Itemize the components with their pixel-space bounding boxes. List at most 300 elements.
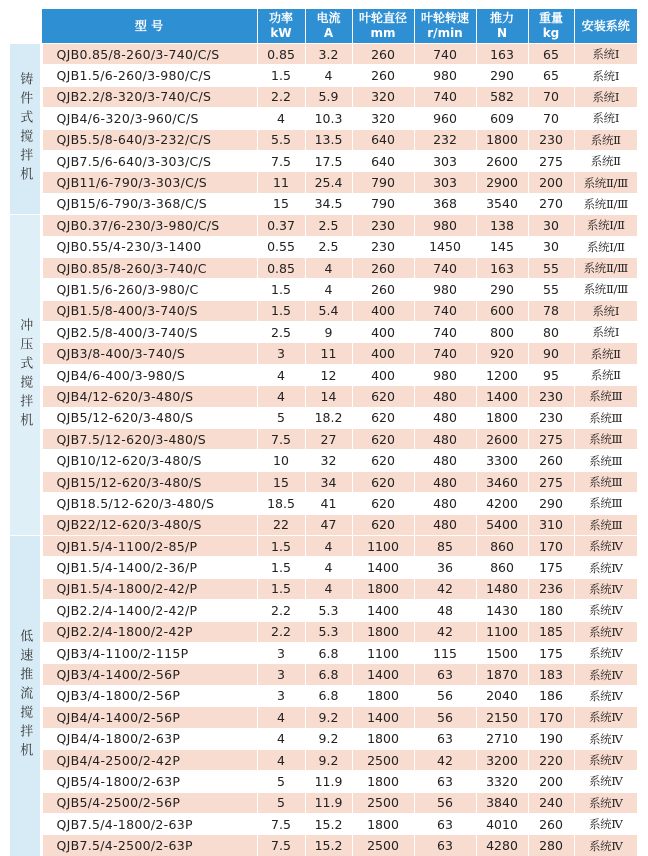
cell-system: 系统Ⅳ (574, 557, 637, 578)
cell-power: 10 (257, 450, 305, 471)
cell-power: 5 (257, 771, 305, 792)
cell-speed: 56 (414, 685, 476, 706)
cell-speed: 63 (414, 664, 476, 685)
table-row (10, 215, 637, 236)
cell-diameter: 1100 (352, 535, 414, 556)
cell-speed: 480 (414, 514, 476, 535)
cell-system: 系统Ⅲ (574, 493, 637, 514)
cell-thrust: 2040 (476, 685, 528, 706)
table-row (10, 771, 637, 792)
cell-thrust: 290 (476, 65, 528, 86)
cell-weight: 55 (528, 257, 574, 278)
cell-system: 系统Ⅱ/Ⅲ (574, 257, 637, 278)
cell-current: 34 (305, 471, 352, 492)
cell-weight: 170 (528, 707, 574, 728)
cell-speed: 1450 (414, 236, 476, 257)
cell-power: 15 (257, 193, 305, 214)
header-model: 型 号 (41, 9, 257, 44)
cell-current: 11.9 (305, 771, 352, 792)
cell-weight: 70 (528, 108, 574, 129)
cell-speed: 42 (414, 621, 476, 642)
table-row (10, 322, 637, 343)
cell-power: 11 (257, 172, 305, 193)
cell-power: 0.85 (257, 257, 305, 278)
cell-diameter: 260 (352, 65, 414, 86)
cell-model: QJB4/6-400/3-980/S (41, 364, 257, 385)
cell-diameter: 260 (352, 257, 414, 278)
table-header-row (10, 9, 637, 44)
cell-system: 系统Ⅲ (574, 450, 637, 471)
table-row (10, 621, 637, 642)
cell-thrust: 290 (476, 279, 528, 300)
cell-thrust: 860 (476, 557, 528, 578)
table-row (10, 493, 637, 514)
cell-thrust: 1200 (476, 364, 528, 385)
cell-current: 4 (305, 535, 352, 556)
cell-current: 5.3 (305, 600, 352, 621)
cell-model: QJB4/4-1800/2-63P (41, 728, 257, 749)
cell-system: 系统Ⅳ (574, 792, 637, 813)
cell-system: 系统Ⅰ (574, 86, 637, 107)
cell-system: 系统Ⅳ (574, 621, 637, 642)
table-row (10, 814, 637, 835)
cell-speed: 480 (414, 407, 476, 428)
cell-model: QJB10/12-620/3-480/S (41, 450, 257, 471)
cell-speed: 740 (414, 44, 476, 65)
cell-weight: 78 (528, 300, 574, 321)
cell-speed: 480 (414, 471, 476, 492)
cell-current: 15.2 (305, 835, 352, 856)
cell-current: 2.5 (305, 215, 352, 236)
group-label: 冲压式搅拌机 (17, 318, 33, 433)
cell-weight: 65 (528, 65, 574, 86)
cell-power: 4 (257, 728, 305, 749)
cell-model: QJB2.2/8-320/3-740/C/S (41, 86, 257, 107)
cell-weight: 183 (528, 664, 574, 685)
cell-power: 5 (257, 792, 305, 813)
cell-system: 系统Ⅳ (574, 771, 637, 792)
group-label: 铸件式搅拌机 (17, 72, 33, 187)
spec-table (10, 9, 637, 856)
cell-speed: 980 (414, 65, 476, 86)
cell-speed: 42 (414, 749, 476, 770)
header-diameter: 叶轮直径 mm (352, 9, 414, 44)
cell-model: QJB7.5/4-1800/2-63P (41, 814, 257, 835)
cell-thrust: 2600 (476, 429, 528, 450)
cell-weight: 310 (528, 514, 574, 535)
cell-system: 系统Ⅳ (574, 835, 637, 856)
cell-diameter: 230 (352, 236, 414, 257)
cell-model: QJB0.85/8-260/3-740/C (41, 257, 257, 278)
cell-thrust: 4280 (476, 835, 528, 856)
cell-model: QJB2.2/4-1400/2-42/P (41, 600, 257, 621)
cell-weight: 240 (528, 792, 574, 813)
cell-speed: 480 (414, 386, 476, 407)
cell-diameter: 640 (352, 150, 414, 171)
header-power: 功率 kW (257, 9, 305, 44)
cell-model: QJB4/4-1400/2-56P (41, 707, 257, 728)
cell-power: 4 (257, 364, 305, 385)
table-row (10, 514, 637, 535)
cell-speed: 63 (414, 835, 476, 856)
table-row (10, 600, 637, 621)
cell-weight: 275 (528, 150, 574, 171)
cell-power: 3 (257, 664, 305, 685)
cell-weight: 290 (528, 493, 574, 514)
cell-model: QJB1.5/6-260/3-980/C/S (41, 65, 257, 86)
cell-system: 系统Ⅱ/Ⅲ (574, 279, 637, 300)
cell-weight: 30 (528, 236, 574, 257)
cell-speed: 368 (414, 193, 476, 214)
cell-system: 系统Ⅰ/Ⅱ (574, 215, 637, 236)
cell-power: 2.2 (257, 86, 305, 107)
cell-power: 2.5 (257, 322, 305, 343)
table-row (10, 129, 637, 150)
cell-system: 系统Ⅳ (574, 642, 637, 663)
cell-model: QJB4/4-2500/2-42P (41, 749, 257, 770)
cell-current: 13.5 (305, 129, 352, 150)
table-row (10, 835, 637, 856)
cell-model: QJB3/8-400/3-740/S (41, 343, 257, 364)
cell-diameter: 640 (352, 129, 414, 150)
cell-weight: 80 (528, 322, 574, 343)
cell-weight: 260 (528, 450, 574, 471)
table-row (10, 236, 637, 257)
cell-power: 15 (257, 471, 305, 492)
cell-system: 系统Ⅰ (574, 44, 637, 65)
cell-diameter: 320 (352, 108, 414, 129)
cell-current: 6.8 (305, 685, 352, 706)
cell-system: 系统Ⅰ (574, 322, 637, 343)
cell-weight: 170 (528, 535, 574, 556)
cell-current: 2.5 (305, 236, 352, 257)
cell-speed: 960 (414, 108, 476, 129)
table-row (10, 728, 637, 749)
cell-thrust: 600 (476, 300, 528, 321)
cell-weight: 260 (528, 814, 574, 835)
cell-current: 9 (305, 322, 352, 343)
cell-model: QJB5/12-620/3-480/S (41, 407, 257, 428)
cell-model: QJB5.5/8-640/3-232/C/S (41, 129, 257, 150)
cell-current: 3.2 (305, 44, 352, 65)
cell-power: 1.5 (257, 578, 305, 599)
cell-weight: 95 (528, 364, 574, 385)
cell-diameter: 620 (352, 407, 414, 428)
cell-diameter: 260 (352, 279, 414, 300)
cell-weight: 275 (528, 429, 574, 450)
cell-current: 11 (305, 343, 352, 364)
table-body (10, 44, 637, 856)
cell-power: 5.5 (257, 129, 305, 150)
cell-power: 1.5 (257, 279, 305, 300)
cell-system: 系统Ⅳ (574, 749, 637, 770)
cell-thrust: 2710 (476, 728, 528, 749)
cell-system: 系统Ⅳ (574, 578, 637, 599)
cell-power: 18.5 (257, 493, 305, 514)
header-thrust: 推力 N (476, 9, 528, 44)
cell-diameter: 2500 (352, 749, 414, 770)
cell-current: 5.3 (305, 621, 352, 642)
cell-current: 5.4 (305, 300, 352, 321)
cell-speed: 56 (414, 792, 476, 813)
group-label-cell (10, 215, 41, 536)
cell-current: 12 (305, 364, 352, 385)
cell-speed: 480 (414, 493, 476, 514)
cell-speed: 36 (414, 557, 476, 578)
cell-thrust: 4200 (476, 493, 528, 514)
cell-diameter: 1800 (352, 685, 414, 706)
table-row (10, 172, 637, 193)
cell-diameter: 1400 (352, 600, 414, 621)
cell-speed: 480 (414, 450, 476, 471)
cell-thrust: 3200 (476, 749, 528, 770)
cell-weight: 175 (528, 557, 574, 578)
cell-thrust: 163 (476, 257, 528, 278)
cell-system: 系统Ⅰ (574, 108, 637, 129)
cell-speed: 740 (414, 257, 476, 278)
cell-power: 7.5 (257, 429, 305, 450)
table-row (10, 150, 637, 171)
cell-weight: 270 (528, 193, 574, 214)
cell-speed: 42 (414, 578, 476, 599)
cell-current: 6.8 (305, 664, 352, 685)
table-row (10, 685, 637, 706)
table-row (10, 450, 637, 471)
cell-diameter: 1800 (352, 814, 414, 835)
cell-current: 17.5 (305, 150, 352, 171)
cell-weight: 70 (528, 86, 574, 107)
cell-model: QJB0.85/8-260/3-740/C/S (41, 44, 257, 65)
cell-system: 系统Ⅳ (574, 685, 637, 706)
cell-power: 0.85 (257, 44, 305, 65)
cell-current: 25.4 (305, 172, 352, 193)
cell-diameter: 620 (352, 471, 414, 492)
cell-system: 系统Ⅳ (574, 707, 637, 728)
cell-weight: 180 (528, 600, 574, 621)
table-row (10, 44, 637, 65)
cell-model: QJB2.5/8-400/3-740/S (41, 322, 257, 343)
cell-current: 32 (305, 450, 352, 471)
cell-speed: 63 (414, 771, 476, 792)
cell-current: 41 (305, 493, 352, 514)
cell-system: 系统Ⅳ (574, 664, 637, 685)
table-row (10, 386, 637, 407)
cell-thrust: 920 (476, 343, 528, 364)
cell-system: 系统Ⅲ (574, 386, 637, 407)
cell-weight: 200 (528, 771, 574, 792)
cell-thrust: 145 (476, 236, 528, 257)
cell-diameter: 400 (352, 343, 414, 364)
cell-power: 1.5 (257, 65, 305, 86)
cell-diameter: 2500 (352, 792, 414, 813)
cell-weight: 220 (528, 749, 574, 770)
cell-speed: 740 (414, 86, 476, 107)
table-row (10, 535, 637, 556)
cell-thrust: 3320 (476, 771, 528, 792)
cell-weight: 236 (528, 578, 574, 599)
cell-power: 0.37 (257, 215, 305, 236)
cell-model: QJB1.5/4-1800/2-42/P (41, 578, 257, 599)
cell-system: 系统Ⅲ (574, 407, 637, 428)
header-speed: 叶轮转速 r/min (414, 9, 476, 44)
table-row (10, 108, 637, 129)
cell-weight: 230 (528, 407, 574, 428)
cell-diameter: 320 (352, 86, 414, 107)
cell-speed: 980 (414, 364, 476, 385)
cell-power: 1.5 (257, 557, 305, 578)
cell-weight: 30 (528, 215, 574, 236)
cell-thrust: 609 (476, 108, 528, 129)
cell-model: QJB4/6-320/3-960/C/S (41, 108, 257, 129)
cell-diameter: 260 (352, 44, 414, 65)
cell-system: 系统Ⅳ (574, 728, 637, 749)
cell-speed: 115 (414, 642, 476, 663)
cell-model: QJB5/4-1800/2-63P (41, 771, 257, 792)
cell-system: 系统Ⅲ (574, 514, 637, 535)
cell-model: QJB4/12-620/3-480/S (41, 386, 257, 407)
cell-current: 15.2 (305, 814, 352, 835)
cell-weight: 90 (528, 343, 574, 364)
cell-current: 11.9 (305, 792, 352, 813)
cell-power: 4 (257, 707, 305, 728)
cell-thrust: 4010 (476, 814, 528, 835)
cell-model: QJB18.5/12-620/3-480/S (41, 493, 257, 514)
cell-speed: 980 (414, 279, 476, 300)
cell-diameter: 620 (352, 450, 414, 471)
cell-model: QJB7.5/12-620/3-480/S (41, 429, 257, 450)
table-row (10, 407, 637, 428)
cell-diameter: 1100 (352, 642, 414, 663)
cell-thrust: 1400 (476, 386, 528, 407)
cell-diameter: 620 (352, 493, 414, 514)
cell-system: 系统Ⅱ (574, 150, 637, 171)
table-row (10, 578, 637, 599)
cell-thrust: 1480 (476, 578, 528, 599)
header-system: 安装系统 (574, 9, 637, 44)
table-row (10, 86, 637, 107)
cell-speed: 48 (414, 600, 476, 621)
cell-thrust: 1800 (476, 407, 528, 428)
cell-current: 47 (305, 514, 352, 535)
cell-thrust: 3540 (476, 193, 528, 214)
cell-current: 4 (305, 279, 352, 300)
cell-diameter: 400 (352, 364, 414, 385)
cell-thrust: 582 (476, 86, 528, 107)
cell-current: 9.2 (305, 749, 352, 770)
cell-weight: 230 (528, 129, 574, 150)
cell-system: 系统Ⅳ (574, 535, 637, 556)
cell-weight: 65 (528, 44, 574, 65)
cell-diameter: 1800 (352, 771, 414, 792)
cell-current: 14 (305, 386, 352, 407)
cell-model: QJB15/12-620/3-480/S (41, 471, 257, 492)
cell-model: QJB3/4-1400/2-56P (41, 664, 257, 685)
cell-system: 系统Ⅱ/Ⅲ (574, 193, 637, 214)
cell-power: 3 (257, 685, 305, 706)
cell-diameter: 620 (352, 514, 414, 535)
table-row (10, 343, 637, 364)
cell-diameter: 620 (352, 429, 414, 450)
table-row (10, 279, 637, 300)
header-weight: 重量 kg (528, 9, 574, 44)
cell-current: 4 (305, 557, 352, 578)
cell-speed: 56 (414, 707, 476, 728)
table-row (10, 364, 637, 385)
cell-model: QJB0.55/4-230/3-1400 (41, 236, 257, 257)
cell-current: 9.2 (305, 707, 352, 728)
table-row (10, 429, 637, 450)
cell-thrust: 3460 (476, 471, 528, 492)
header-current: 电流 A (305, 9, 352, 44)
cell-current: 9.2 (305, 728, 352, 749)
cell-system: 系统Ⅰ (574, 300, 637, 321)
spec-table-container (10, 9, 637, 854)
cell-thrust: 2900 (476, 172, 528, 193)
cell-model: QJB1.5/8-400/3-740/S (41, 300, 257, 321)
table-row (10, 749, 637, 770)
cell-model: QJB3/4-1100/2-115P (41, 642, 257, 663)
table-row (10, 557, 637, 578)
cell-weight: 275 (528, 471, 574, 492)
table-row (10, 707, 637, 728)
cell-current: 4 (305, 257, 352, 278)
cell-speed: 980 (414, 215, 476, 236)
cell-current: 10.3 (305, 108, 352, 129)
cell-model: QJB15/6-790/3-368/C/S (41, 193, 257, 214)
cell-weight: 230 (528, 386, 574, 407)
cell-system: 系统Ⅰ (574, 65, 637, 86)
cell-system: 系统Ⅱ (574, 129, 637, 150)
cell-current: 34.5 (305, 193, 352, 214)
cell-system: 系统Ⅱ (574, 343, 637, 364)
cell-system: 系统Ⅱ/Ⅲ (574, 172, 637, 193)
cell-diameter: 230 (352, 215, 414, 236)
cell-weight: 55 (528, 279, 574, 300)
cell-power: 1.5 (257, 535, 305, 556)
cell-power: 7.5 (257, 150, 305, 171)
cell-current: 4 (305, 65, 352, 86)
table-row (10, 300, 637, 321)
cell-diameter: 790 (352, 193, 414, 214)
table-row (10, 792, 637, 813)
cell-thrust: 163 (476, 44, 528, 65)
cell-system: 系统Ⅳ (574, 600, 637, 621)
cell-thrust: 3300 (476, 450, 528, 471)
cell-speed: 480 (414, 429, 476, 450)
cell-speed: 63 (414, 728, 476, 749)
cell-diameter: 620 (352, 386, 414, 407)
cell-model: QJB22/12-620/3-480/S (41, 514, 257, 535)
cell-speed: 740 (414, 322, 476, 343)
cell-speed: 303 (414, 150, 476, 171)
cell-thrust: 2150 (476, 707, 528, 728)
cell-current: 18.2 (305, 407, 352, 428)
cell-model: QJB1.5/4-1400/2-36/P (41, 557, 257, 578)
table-row (10, 65, 637, 86)
cell-system: 系统Ⅲ (574, 471, 637, 492)
cell-power: 3 (257, 642, 305, 663)
cell-thrust: 860 (476, 535, 528, 556)
cell-power: 7.5 (257, 814, 305, 835)
cell-thrust: 138 (476, 215, 528, 236)
table-row (10, 257, 637, 278)
cell-weight: 280 (528, 835, 574, 856)
cell-system: 系统Ⅲ (574, 429, 637, 450)
cell-diameter: 400 (352, 322, 414, 343)
cell-current: 6.8 (305, 642, 352, 663)
cell-diameter: 2500 (352, 835, 414, 856)
cell-weight: 200 (528, 172, 574, 193)
